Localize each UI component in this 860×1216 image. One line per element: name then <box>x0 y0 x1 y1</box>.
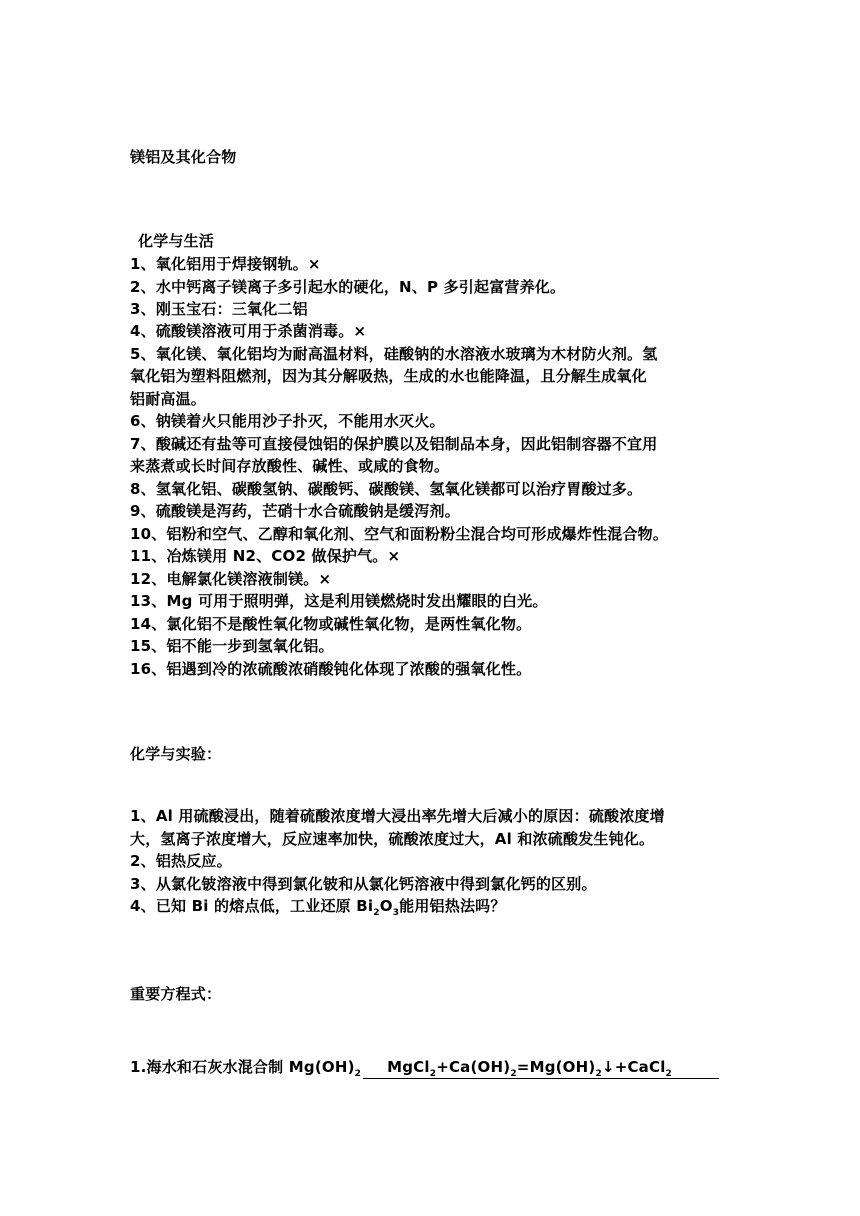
section-heading-life: 化学与生活 <box>138 232 215 250</box>
list-item: 12、电解氯化镁溶液制镁。× <box>130 570 332 588</box>
subscript: 2 <box>595 1069 602 1079</box>
list-item: 10、铝粉和空气、乙醇和氧化剂、空气和面粉粉尘混合均可形成爆炸性混合物。 <box>130 525 669 543</box>
equation-line <box>130 1056 719 1079</box>
list-item: 铝耐高温。 <box>130 390 207 408</box>
document-title: 镁铝及其化合物 <box>130 148 237 166</box>
list-item: 16、铝遇到冷的浓硫酸浓硝酸钝化体现了浓酸的强氧化性。 <box>130 660 532 678</box>
list-item: 7、酸碱还有盐等可直接侵蚀铝的保护膜以及铝制品本身，因此铝制容器不宜用 <box>130 435 658 453</box>
answer-text: =Mg(OH) <box>516 1058 596 1076</box>
subscript: 2 <box>354 1069 362 1079</box>
list-item: 3、从氯化铍溶液中得到氯化铍和从氯化钙溶液中得到氯化钙的区别。 <box>130 875 597 893</box>
subscript: 2 <box>665 1069 673 1079</box>
answer-text: +Ca(OH) <box>436 1058 511 1076</box>
answer-text: MgCl <box>387 1058 430 1076</box>
list-item: 14、氯化铝不是酸性氧化物或碱性氧化物，是两性氧化物。 <box>130 615 532 633</box>
section-heading-experiment: 化学与实验： <box>130 745 222 763</box>
list-item: 13、Mg 可用于照明弹，这是利用镁燃烧时发出耀眼的白光。 <box>130 592 548 610</box>
item-text: O <box>379 897 393 915</box>
list-item <box>130 895 506 917</box>
list-item: 2、铝热反应。 <box>130 852 232 870</box>
list-item: 来蒸煮或长时间存放酸性、碱性、或咸的食物。 <box>130 457 450 475</box>
list-item: 2、水中钙离子镁离子多引起水的硬化，N、P 多引起富营养化。 <box>130 278 566 296</box>
list-item: 1、氧化铝用于焊接钢轨。× <box>130 255 321 273</box>
list-item: 4、硫酸镁溶液可用于杀菌消毒。× <box>130 322 367 340</box>
answer-text: ↓+CaCl <box>601 1058 666 1076</box>
list-item: 15、铝不能一步到氢氧化铝。 <box>130 637 334 655</box>
list-item: 大，氢离子浓度增大，反应速率加快，硫酸浓度过大，Al 和浓硫酸发生钝化。 <box>130 830 655 848</box>
list-item: 11、冶炼镁用 N2、CO2 做保护气。× <box>130 547 401 565</box>
subscript: 2 <box>373 908 380 918</box>
list-item: 8、氢氧化铝、碳酸氢钠、碳酸钙、碳酸镁、氢氧化镁都可以治疗胃酸过多。 <box>130 480 643 498</box>
subscript: 2 <box>510 1069 517 1079</box>
list-item: 9、硫酸镁是泻药，芒硝十水合硫酸钠是缓泻剂。 <box>130 502 460 520</box>
subscript: 2 <box>429 1069 437 1079</box>
subscript: 3 <box>392 908 400 918</box>
list-item: 6、钠镁着火只能用沙子扑灭，不能用水灭火。 <box>130 412 445 430</box>
equation-answer <box>363 1056 719 1079</box>
list-item: 氧化铝为塑料阻燃剂，因为其分解吸热，生成的水也能降温，且分解生成氧化 <box>130 367 647 385</box>
item-text: 能用铝热法吗？ <box>399 897 506 915</box>
item-text: 4、已知 Bi 的熔点低，工业还原 Bi <box>130 897 374 915</box>
list-item: 5、氧化镁、氧化铝均为耐高温材料，硅酸钠的水溶液水玻璃为木材防火剂。氢 <box>130 345 658 363</box>
list-item: 1、Al 用硫酸浸出，随着硫酸浓度增大浸出率先增大后减小的原因：硫酸浓度增 <box>130 807 665 825</box>
equation-prompt: 1.海水和石灰水混合制 Mg(OH) <box>130 1058 355 1076</box>
section-heading-equations: 重要方程式： <box>130 985 222 1003</box>
list-item: 3、刚玉宝石：三氧化二铝 <box>130 300 308 318</box>
